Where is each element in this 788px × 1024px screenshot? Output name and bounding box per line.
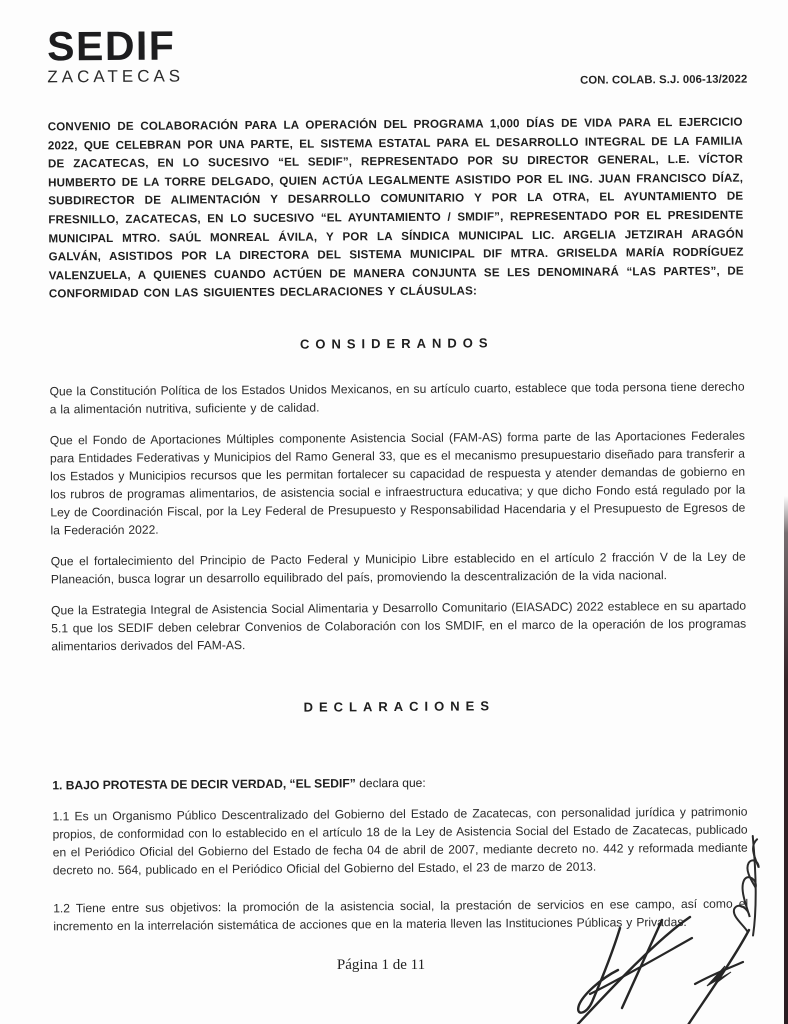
logo-subtitle: ZACATECAS	[47, 66, 185, 87]
declaration-lead-rest: declara que:	[355, 775, 426, 791]
declaration-paragraph-1-2: 1.2 Tiene entre sus objetivos: la promoción de la asistencia social, la prestación de servicios en ese campo, así como el incremento en la interrelación sistemática de acciones que en la materia lleven las Instituciones Públicas y Privadas.	[53, 896, 749, 934]
reference-number: CON. COLAB. S.J. 006-13/2022	[580, 73, 748, 87]
page-number: Página 1 de 11	[336, 957, 426, 973]
scan-edge-shadow	[784, 496, 788, 1024]
handwritten-signature-secondary-icon	[683, 926, 765, 1024]
considerando-paragraph-1: Que la Constitución Política de los Estados Unidos Mexicanos, en su artículo cuarto, establece que toda persona tiene derecho a la alimentación nutritiva, suficiente y de calidad.	[49, 379, 745, 417]
considerando-paragraph-2: Que el Fondo de Aportaciones Múltiples componente Asistencia Social (FAM-AS) forma parte de las Aportaciones Federales para Entidades Federativas y Municipios del Ramo General 33, que es el mecanismo presupuestario diseñado para transferir a los Estados y Municipios recursos que les permitan fortalecer su capacidad de respuesta y atender demandas de gobierno en los rubros de programas alimentarios, de asistencia social e infraestructura educativa; y que dicho Fondo está regulado por la Ley de Coordinación Fiscal, por la Ley Federal de Presupuesto y Responsabilidad Hacendaria y el Presupuesto de Egresos de la Federación 2022.	[49, 428, 746, 538]
logo-title: SEDIF	[46, 22, 176, 70]
document-content	[47, 22, 748, 936]
intro-paragraph: CONVENIO DE COLABORACIÓN PARA LA OPERACIÓN DEL PROGRAMA 1,000 DÍAS DE VIDA PARA EL EJERCICIO 2022, QUE CELEBRAN POR UNA PARTE, EL SISTEMA ESTATAL PARA EL DESARROLLO INTEGRAL DE LA FAMILIA DE ZACATECAS, EN LO SUCESIVO “EL SEDIF”, REPRESENTADO POR SU DIRECTOR GENERAL, L.E. VÍCTOR HUMBERTO DE LA TORRE DELGADO, QUIEN ACTÚA LEGALMENTE ASISTIDO POR EL ING. JUAN FRANCISCO DÍAZ, SUBDIRECTOR DE ALIMENTACIÓN Y DESARROLLO COMUNITARIO Y POR LA OTRA, EL AYUNTAMIENTO DE FRESNILLO, ZACATECAS, EN LO SUCESIVO “EL AYUNTAMIENTO / SMDIF”, REPRESENTADO POR EL PRESIDENTE MUNICIPAL MTRO. SAÚL MONREAL ÁVILA, Y POR LA SÍNDICA MUNICIPAL LIC. ARGELIA JETZIRAH ARAGÓN GALVÁN, ASISTIDOS POR LA DIRECTORA DEL SISTEMA MUNICIPAL DIF MTRA. GRISELDA MARÍA RODRÍGUEZ VALENZUELA, A QUIENES CUANDO ACTÚEN DE MANERA CONJUNTA SE LES DENOMINARÁ “LAS PARTES”, DE CONFORMIDAD CON LAS SIGUIENTES DECLARACIONES Y CLÁUSULAS:	[47, 115, 744, 301]
considerandos-heading: CONSIDERANDOS	[299, 335, 494, 352]
declaration-lead-bold: 1. BAJO PROTESTA DE DECIR VERDAD, “EL SEDIF”	[52, 776, 356, 793]
document-header	[46, 22, 748, 93]
considerando-paragraph-4: Que la Estrategia Integral de Asistencia Social Alimentaria y Desarrollo Comunitario (EIASADC) 2022 establece en su apartado 5.1 que los SEDIF deben celebrar Convenios de Colaboración con los SMDIF, en el marco de la operación de los programas alimentarios derivados del FAM-AS.	[51, 598, 747, 654]
declaration-paragraph-1-1: 1.1 Es un Organismo Público Descentralizado del Gobierno del Estado de Zacatecas, con personalidad jurídica y patrimonio propios, de conformidad con lo establecido en el artículo 18 de la Ley de Asistencia Social del Estado de Zacatecas, publicado en el Periódico Oficial del Gobierno del Estado de fecha 04 de abril de 2007, mediante decreto no. 442 y reformada mediante decreto no. 564, publicado en el Periódico Oficial del Gobierno del Estado, el 23 de marzo de 2013.	[52, 804, 748, 878]
considerando-paragraph-3: Que el fortalecimiento del Principio de Pacto Federal y Municipio Libre establecido en el artículo 2 fracción V de la Ley de Planeación, busca lograr un desarrollo equilibrado del país, promoviendo la descentralización de la vida nacional.	[50, 549, 746, 587]
declaration-lead	[52, 771, 747, 794]
declaraciones-heading: DECLARACIONES	[303, 698, 496, 715]
